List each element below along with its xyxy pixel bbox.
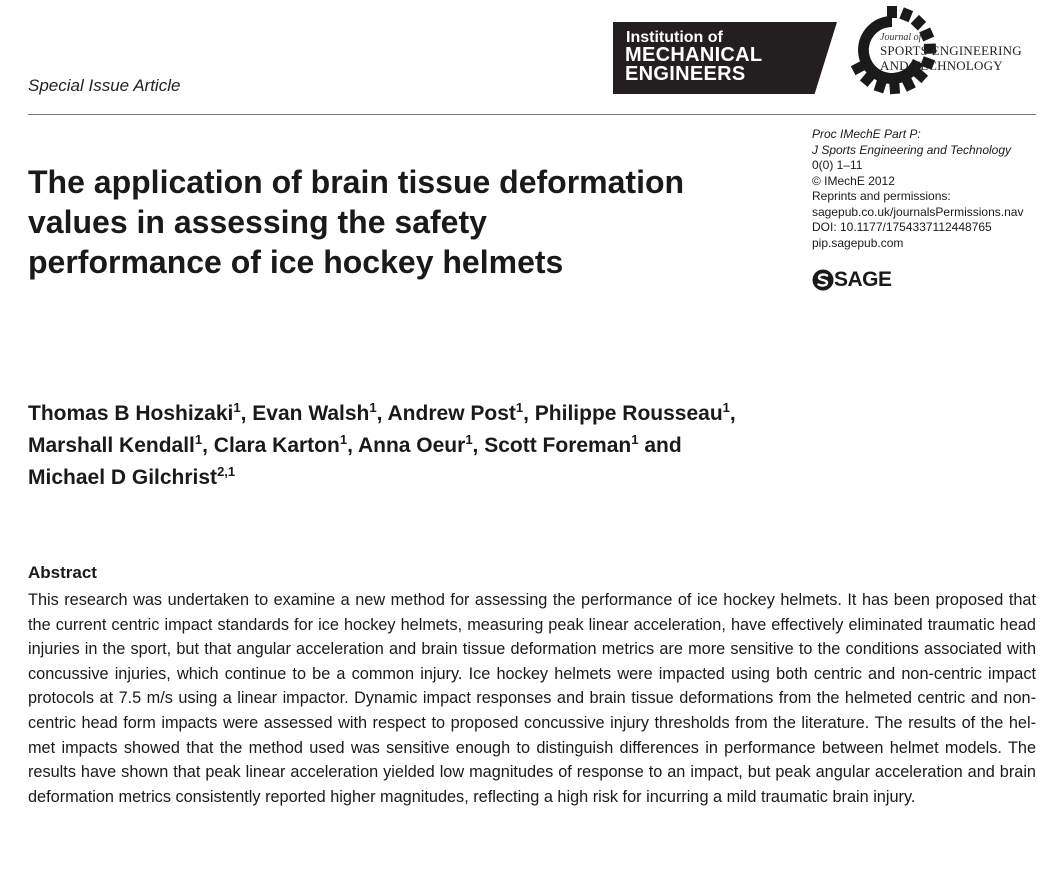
abstract-text: This research was undertaken to examine a new method for assessing the performance of ice hockey helmets. It has been proposed that the current centric impact standards for ice hockey helmets, measuring peak linear acceleration, have effectively eliminated traumatic head injuries in the sport, but that angular acceleration and brain tissue deformation metrics are more sensitive to the conditions associated with concussive injuries, which continue to be a common injury. Ice hockey helmets were impacted using both centric and non-centric impact protocols at 7.5 m/s using a linear impactor. Dynamic impact responses and brain tissue deformations from the helmeted centric and non-centric head form impacts were assessed with respect to proposed concussive injury thresholds from the literature. The results of the helmet impacts showed that the method used was sensitive enough to distinguish differences in performance between helmet models. The results have shown that peak linear acceleration yielded low magnitudes of response to an impact, but peak angular acceleration and brain deformation metrics consistently reported higher magnitudes, reflecting a high risk for incurring a mild traumatic brain injury. [28,591,1036,806]
author-affiliation: 1 [233,400,241,415]
paper-title: The application of brain tissue deformation values in assessing the safety performance of ice hockey helmets [28,164,685,280]
publisher-line2: MECHANICAL [625,44,763,66]
abstract-heading: Abstract [28,563,97,582]
author-affiliation: 2,1 [217,464,236,479]
author-affiliation: 1 [369,400,377,415]
author-name: Thomas B Hoshizaki [28,402,234,425]
author-name: Marshall Kendall [28,434,195,457]
journal-name-line1: SPORTS ENGINEERING [880,43,1022,58]
meta-reprints-link[interactable]: sagepub.co.uk/journalsPermissions.nav [812,204,1024,219]
sage-logo [812,268,892,292]
author-affiliation: 1 [722,400,730,415]
article-type: Special Issue Article [28,76,181,95]
author-name: Scott Foreman [484,434,632,457]
author-name: Clara Karton [213,434,340,457]
journal-metadata [812,127,1023,251]
meta-reprints-label: Reprints and permissions: [812,189,951,203]
header-divider [28,114,1036,115]
author-list: Thomas B Hoshizaki$^1$, Evan Walsh$^1$, Andrew Post$^1$, Philippe Rousseau$^1$, Marshall Kendall$^1$, Clara Karton$^1$, Anna Oeur$^1$, Scott Foreman$^1$ and Michael D Gilchrist$^{2,1}$ [28,400,736,489]
author-conjunction: and [644,434,682,457]
meta-doi[interactable]: DOI: 10.1177/1754337112448765 [812,220,992,234]
author-name: Evan Walsh [252,402,370,425]
meta-site-link[interactable]: pip.sagepub.com [812,235,904,250]
meta-proc: Proc IMechE Part P: [812,127,921,141]
publisher-line1: Institution of [626,29,723,46]
author-affiliation: 1 [631,432,639,447]
journal-name-line2: AND TECHNOLOGY [880,58,1003,73]
journal-prefix: Journal of [880,32,922,43]
meta-copyright: © IMechE 2012 [812,173,895,188]
author-name: Anna Oeur [357,434,466,457]
author-affiliation: 1 [194,432,203,447]
meta-journal: J Sports Engineering and Technology [812,142,1012,157]
sage-logo-text: SAGE [834,268,892,291]
meta-pages: 0(0) 1–11 [812,158,863,172]
author-affiliation: 1 [465,432,473,447]
author-name: Philippe Rousseau [534,402,723,425]
author-affiliation: 1 [339,432,348,447]
author-affiliation: 1 [515,400,524,415]
author-name: Andrew Post [387,402,516,425]
sage-s-icon [812,269,834,291]
author-name: Michael D Gilchrist [28,466,218,489]
publisher-line3: ENGINEERS [625,63,746,85]
